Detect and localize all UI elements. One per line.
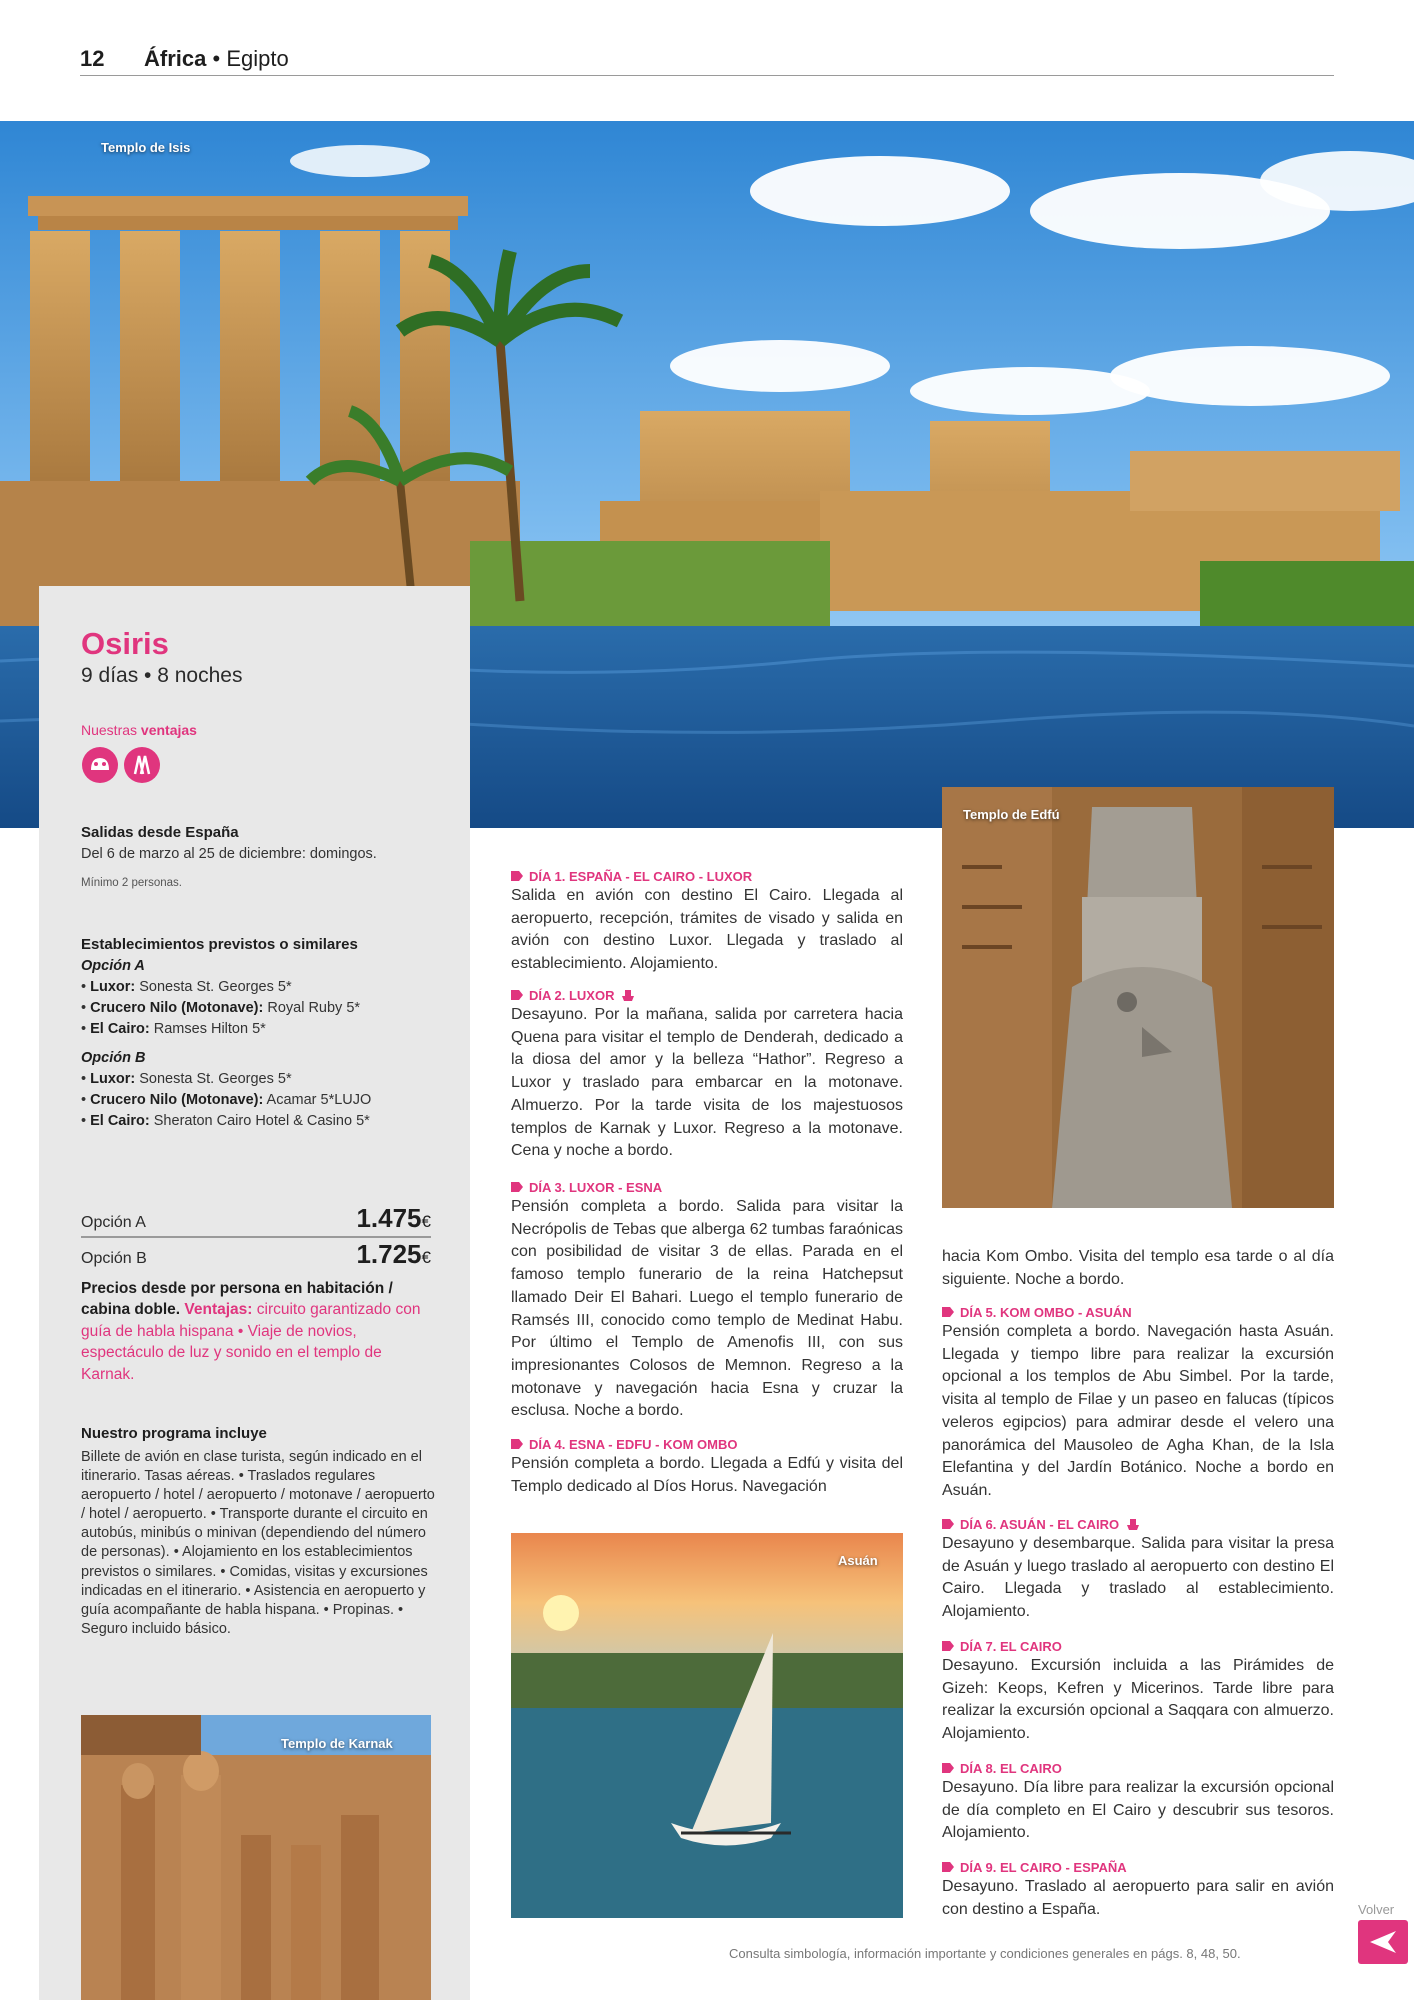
itinerary-day-9	[942, 1858, 1334, 1921]
hotel-place: El Cairo:	[90, 1020, 150, 1037]
option-b-hotel: • El Cairo: Sheraton Cairo Hotel & Casino 5*	[81, 1112, 370, 1129]
photo-edfu	[942, 787, 1334, 1208]
bullet-icon	[942, 1518, 954, 1530]
back-arrow-icon	[1368, 1929, 1398, 1955]
light-show-icon	[123, 746, 161, 784]
hotel-place: El Cairo:	[90, 1112, 150, 1129]
price-divider	[81, 1236, 431, 1238]
includes-text: Billete de avión en clase turista, según indicado en el itinerario. Tasas aéreas. • Traslados regulares aeropuerto / hotel / aeropuerto / motonave / aeropuerto / hotel / aeropuerto. • Transporte durante el circuito en autobús, minibús o minivan (dependiendo del número de personas). • Alojamiento en los establecimientos previstos o similares. • Comidas, visitas y excursiones indicadas en el itinerario. • Asistencia en aeropuerto y guía acompañante de habla hispana. • Propinas. • Seguro incluido básico.	[81, 1448, 435, 1637]
option-a-hotel: • Luxor: Sonesta St. Georges 5*	[81, 978, 292, 995]
day-heading: DÍA 3. LUXOR - ESNA	[529, 1179, 663, 1195]
includes-block	[81, 1424, 441, 1639]
karnak-illustration	[81, 1715, 431, 2000]
bullet-icon	[942, 1640, 954, 1652]
day-text: Pensión completa a bordo. Llegada a Edfú y visita del Templo dedicado al Díos Horus. Navegación	[511, 1455, 903, 1495]
option-a-hotel: • El Cairo: Ramses Hilton 5*	[81, 1020, 266, 1037]
day-text: Desayuno. Traslado al aeropuerto para salir en avión con destino a España.	[942, 1878, 1334, 1918]
advantages-icons	[81, 746, 161, 784]
trip-sidebar	[39, 586, 470, 2000]
price-note-bold: Precios desde por persona en habitación / cabina doble.	[81, 1280, 393, 1319]
hero-caption: Templo de Isis	[101, 140, 191, 155]
bullet-icon	[511, 989, 523, 1001]
day-text: hacia Kom Ombo. Visita del templo esa tarde o al día siguiente. Noche a bordo.	[942, 1248, 1334, 1288]
includes-heading: Nuestro programa incluye	[81, 1425, 267, 1442]
day-heading: DÍA 7. EL CAIRO	[960, 1638, 1062, 1654]
advantages-prefix: Nuestras	[81, 722, 138, 738]
option-b-hotel: • Crucero Nilo (Motonave): Acamar 5*LUJO	[81, 1091, 372, 1108]
footer-note: Consulta simbología, información importante y condiciones generales en págs. 8, 48, 50.	[729, 1946, 1241, 1961]
honeymoon-icon	[81, 746, 119, 784]
day-heading: DÍA 9. EL CAIRO - ESPAÑA	[960, 1859, 1127, 1875]
hotel-place: Luxor:	[90, 1070, 136, 1087]
karnak-caption: Templo de Karnak	[281, 1736, 393, 1751]
itinerary-day-2	[511, 986, 903, 1163]
hotel-place: Luxor:	[90, 978, 136, 995]
departures-minimum: Mínimo 2 personas.	[81, 876, 182, 889]
bullet-icon	[511, 1181, 523, 1193]
hotels-block	[81, 934, 441, 1132]
back-button[interactable]	[1358, 1920, 1408, 1964]
page-number: 12	[80, 46, 105, 71]
price-currency: €	[421, 1248, 431, 1267]
trip-duration: 9 días • 8 noches	[81, 664, 243, 687]
price-note-advantages-text: circuito garantizado con guía de habla hispana • Viaje de novios, espectáculo de luz y sonido en el templo de Karnak.	[81, 1301, 421, 1383]
option-a-hotel: • Crucero Nilo (Motonave): Royal Ruby 5*	[81, 999, 361, 1016]
edfu-illustration	[942, 787, 1334, 1208]
price-row-option-b	[81, 1240, 431, 1270]
back-label: Volver	[1358, 1902, 1395, 1917]
aswan-caption: Asuán	[838, 1553, 878, 1568]
hotel-name: Ramses Hilton 5*	[153, 1020, 266, 1037]
itinerary-day-5	[942, 1303, 1334, 1503]
price-value	[356, 1203, 431, 1234]
bullet-icon	[942, 1861, 954, 1873]
page-header	[80, 44, 1334, 76]
advantages-bold: ventajas	[140, 722, 197, 738]
day-heading: DÍA 2. LUXOR	[529, 987, 615, 1003]
photo-karnak	[81, 1715, 431, 2000]
hotel-name: Sonesta St. Georges 5*	[139, 1070, 292, 1087]
price-currency: €	[421, 1212, 431, 1231]
bullet-icon	[942, 1762, 954, 1774]
itinerary-day-1	[511, 867, 903, 976]
bullet-icon	[511, 1438, 523, 1450]
hotel-place: Crucero Nilo (Motonave):	[90, 999, 264, 1016]
day-text: Salida en avión con destino El Cairo. Llegada al aeropuerto, recepción, trámites de visado y salida en avión con destino Luxor. Llegada y traslado al establecimiento. Alojamiento.	[511, 887, 903, 973]
itinerary-day-8	[942, 1759, 1334, 1845]
photo-aswan	[511, 1533, 903, 1918]
edfu-caption: Templo de Edfú	[963, 807, 1060, 822]
option-b-label: Opción B	[81, 1049, 146, 1066]
day-text: Desayuno. Excursión incluida a las Pirámides de Gizeh: Keops, Kefren y Micerinos. Tarde libre para realizar la excursión opcional a Saqqara con almuerzo. Alojamiento.	[942, 1657, 1334, 1743]
price-label: Opción B	[81, 1250, 147, 1267]
itinerary-day-4-continued	[942, 1246, 1334, 1291]
day-heading: DÍA 4. ESNA - EDFU - KOM OMBO	[529, 1436, 738, 1452]
cruise-ship-icon	[620, 987, 636, 1003]
country-name: Egipto	[226, 46, 289, 71]
option-a-label: Opción A	[81, 957, 145, 974]
itinerary-day-4	[511, 1435, 903, 1498]
departures-block	[81, 822, 441, 891]
hotel-name: Acamar 5*LUJO	[266, 1091, 372, 1108]
day-text: Pensión completa a bordo. Salida para visitar la Necrópolis de Tebas que alberga 62 tumbas faraónicas con posibilidad de visitar 3 de ellas. Parada en el famoso templo funerario de la reina Hatchepsut llamado Deir El Bahari. Luego el templo funerario de Ramsés III, conocido como templo de Medinat Habu. Por último el Templo de Amenofis III, con sus impresionantes Colosos de Memnon. Regreso a la motonave y navegación hacia Esna y cruzar la esclusa. Noche a bordo.	[511, 1198, 903, 1420]
hotel-name: Royal Ruby 5*	[267, 999, 361, 1016]
region-name: África	[144, 46, 207, 71]
price-note-advantages-label: Ventajas:	[184, 1301, 253, 1319]
itinerary-day-3	[511, 1178, 903, 1423]
day-heading: DÍA 5. KOM OMBO - ASUÁN	[960, 1304, 1132, 1320]
hotel-name: Sonesta St. Georges 5*	[139, 978, 292, 995]
aswan-illustration	[511, 1533, 903, 1918]
hotels-heading: Establecimientos previstos o similares	[81, 936, 358, 953]
section-title	[144, 46, 289, 72]
price-value	[356, 1239, 431, 1270]
advantages-label	[81, 722, 197, 738]
cruise-ship-icon	[1125, 1516, 1141, 1532]
day-text: Desayuno. Día libre para realizar la excursión opcional de día completo en El Cairo y descubrir sus tesoros. Alojamiento.	[942, 1779, 1334, 1842]
price-note	[81, 1278, 436, 1385]
itinerary-day-7	[942, 1637, 1334, 1746]
day-text: Pensión completa a bordo. Navegación hasta Asuán. Llegada y tiempo libre para realizar la excursión opcional a los templos de Abu Simbel. Por la tarde, visita al templo de Filae y un paseo en falucas (típicos veleros egipcios) para admirar desde el velero una panorámica del Mausoleo de Agha Khan, de la Isla Elefantina y del Jardín Botánico. Noche a bordo en Asuán.	[942, 1323, 1334, 1500]
departures-dates: Del 6 de marzo al 25 de diciembre: domingos.	[81, 845, 377, 862]
day-text: Desayuno y desembarque. Salida para visitar la presa de Asuán y luego traslado al aeropuerto con destino El Cairo. Llegada y traslado al establecimiento. Alojamiento.	[942, 1535, 1334, 1621]
hotel-name: Sheraton Cairo Hotel & Casino 5*	[153, 1112, 370, 1129]
price-amount: 1.475	[356, 1203, 422, 1233]
itinerary-day-6	[942, 1515, 1334, 1624]
trip-title: Osiris	[81, 626, 169, 661]
day-heading: DÍA 1. ESPAÑA - EL CAIRO - LUXOR	[529, 868, 753, 884]
price-amount: 1.725	[356, 1239, 422, 1269]
day-heading: DÍA 6. ASUÁN - EL CAIRO	[960, 1516, 1120, 1532]
price-row-option-a	[81, 1204, 431, 1234]
hotel-place: Crucero Nilo (Motonave):	[90, 1091, 264, 1108]
departures-heading: Salidas desde España	[81, 824, 239, 841]
header-separator: •	[212, 46, 221, 71]
option-b-hotel: • Luxor: Sonesta St. Georges 5*	[81, 1070, 292, 1087]
price-label: Opción A	[81, 1214, 146, 1231]
day-text: Desayuno. Por la mañana, salida por carretera hacia Quena para visitar el templo de Denderah, dedicado a la diosa del amor y la belleza “Hathor”. Regreso a Luxor y traslado para embarcar en la motonave. Almuerzo. Por la tarde visita de los majestuosos templos de Karnak y Luxor. Regreso a la motonave. Cena y noche a bordo.	[511, 1006, 903, 1160]
bullet-icon	[942, 1306, 954, 1318]
bullet-icon	[511, 870, 523, 882]
day-heading: DÍA 8. EL CAIRO	[960, 1760, 1062, 1776]
